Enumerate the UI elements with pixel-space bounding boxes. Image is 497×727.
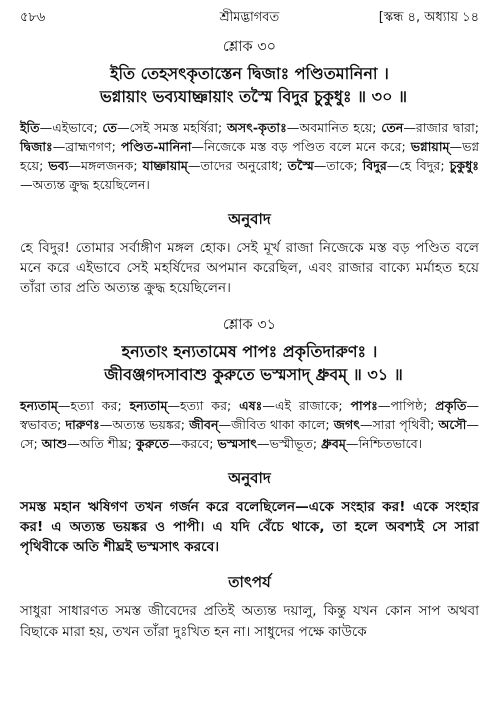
synonym-term: তে (102, 120, 117, 135)
synonym-term: পাপঃ (350, 398, 378, 413)
synonym-term: আশু (41, 436, 68, 451)
synonym-term: তস্মৈ (287, 158, 314, 173)
sloka-31-line-2: জীবঞ্জগদসাবাশু কুরুতে ভস্মসাদ্ ধ্রুবম্ ॥ ৩১ ॥ (104, 365, 403, 384)
synonym-term: তেন (381, 120, 404, 135)
synonym-term: দ্বিজাঃ (20, 139, 53, 154)
synonym-term: হন্যতাম্ (20, 398, 58, 413)
synonym-meaning: মঙ্গলজনক (81, 158, 134, 173)
synonym-meaning: ব্রাহ্মণগণ (65, 139, 112, 154)
synonym-term: বিদুর (362, 158, 387, 173)
synonym-meaning: অবমানিত হয়ে (299, 120, 373, 135)
synonym-meaning: তাদের অনুরোধ (200, 158, 279, 173)
synonym-meaning: অতি শীঘ্র (79, 436, 128, 451)
synonym-meaning: অত্যন্ত ক্রুদ্ধ হয়েছিলেন (32, 177, 146, 192)
synonym-meaning: হত্যা কর (180, 398, 228, 413)
sloka-31-verse (20, 340, 479, 386)
synonym-term: জগৎ (333, 417, 361, 432)
synonym-term: ভগ্নায়াম্ (410, 139, 450, 154)
page-number: ৫৮৬ (20, 10, 46, 25)
synonym-meaning: হত্যা কর (70, 398, 118, 413)
synonym-term: ভব্য (48, 158, 69, 173)
synonym-meaning: করবে (181, 436, 210, 451)
sloka-30-verse (20, 62, 479, 108)
synonym-meaning: নিজেকে মস্ত বড় পণ্ডিত বলে মনে করে (203, 139, 402, 154)
synonym-meaning: সারা পৃথিবী (372, 417, 431, 432)
synonym-meaning: সে (20, 436, 34, 451)
synonym-term: পণ্ডিত-মানিনা (120, 139, 192, 154)
synonym-term: কুরুতে (135, 436, 169, 451)
sloka-30-synonyms: ইতি—এইভাবে; তে—সেই সমস্ত মহর্ষিরা; অসৎ-কৃতাঃ—অবমানিত হয়ে; তেন—রাজার দ্বারা; দ্বিজাঃ—ব্রাহ্মণগণ; পণ্ডিত-মানিনা—নিজেকে মস্ত বড় পণ্ডিত বলে মনে করে; ভগ্নায়াম্—ভগ্ন হয়ে; ভব্য—মঙ্গলজনক; যাচ্ঞায়াম্—তাদের অনুরোধ; তস্মৈ—তাকে; বিদুর—হে বিদুর; চুকুধুঃ—অত্যন্ত ক্রুদ্ধ হয়েছিলেন। (20, 120, 480, 192)
synonym-term: প্রকৃতি (435, 398, 467, 413)
sloka-30-translation-heading: অনুবাদ (228, 210, 271, 228)
synonym-meaning: রাজার দ্বারা (415, 120, 475, 135)
synonym-meaning: জীবিত থাকা কালে (231, 417, 326, 432)
synonym-term: জীবন্ (189, 417, 219, 432)
section-reference: [স্কন্ধ ৪, অধ্যায় ১৪ (378, 10, 479, 25)
purport-text: সাধুরা সাধারণত সমস্ত জীবেদের প্রতিই অত্যন্ত দয়ালু, কিন্তু যখন কোন সাপ অথবা বিছাকে মারা হয়, তখন তাঁরা দুঃখিত হন না। সাধুদের পক্ষে কাউকে (20, 604, 479, 640)
page-header (20, 0, 479, 30)
sloka-31-line-1: হন্যতাং হন্যতামেষ পাপঃ প্রকৃতিদারুণঃ । (121, 342, 378, 361)
synonym-term: ধ্রুবম্ (321, 436, 346, 451)
synonym-term: দারুণঃ (65, 417, 100, 432)
sloka-30-label: শ্লোক ৩০ (222, 39, 277, 55)
synonym-meaning: তাকে (326, 158, 354, 173)
synonym-meaning: হে বিদুর (399, 158, 441, 173)
synonym-term: অসৎ-কৃতাঃ (226, 120, 287, 135)
synonym-meaning: এইভাবে (52, 120, 94, 135)
sloka-31-label: শ্লোক ৩১ (222, 317, 277, 333)
synonym-meaning: নিশ্চিতভাবে (358, 436, 418, 451)
sloka-30-translation: হে বিদুর! তোমার সর্বাঙ্গীণ মঙ্গল হোক। সেই মূর্খ রাজা নিজেকে মস্ত বড় পণ্ডিত বলে মনে করে এইভাবে সেই মহর্ষিদের অপমান করেছিল, এবং রাজার বাক্যে মর্মাহত হয়ে তাঁরা তার প্রতি অত্যন্ত ক্রুদ্ধ হয়েছিলেন। (20, 240, 479, 296)
purport-heading: তাৎপর্য (228, 573, 271, 591)
synonym-meaning: এই রাজাকে (274, 398, 339, 413)
sloka-31-synonyms: হন্যতাম্—হত্যা কর; হন্যতাম্—হত্যা কর; এষঃ—এই রাজাকে; পাপঃ—পাপিষ্ঠ; প্রকৃতি—স্বভাবত; দারুণঃ—অত্যন্ত ভয়ঙ্কর; জীবন্—জীবিত থাকা কালে; জগৎ—সারা পৃথিবী; অসৌ—সে; আশু—অতি শীঘ্র; কুরুতে—করবে; ভস্মসাৎ—ভস্মীভূত; ধ্রুবম্—নিশ্চিতভাবে। (20, 398, 480, 451)
synonym-term: ভস্মসাৎ (217, 436, 258, 451)
sloka-30-line-1: ইতি তেহসৎকৃতাস্তেন দ্বিজাঃ পণ্ডিতমানিনা । (110, 64, 389, 83)
synonym-meaning: সেই সমস্ত মহর্ষিরা (129, 120, 219, 135)
synonym-meaning: ভস্মীভূত (269, 436, 313, 451)
synonym-term: ইতি (20, 120, 40, 135)
sloka-31-translation-heading: অনুবাদ (228, 469, 271, 487)
synonym-term: হন্যতাম্ (129, 398, 168, 413)
synonym-term: যাচ্ঞায়াম্ (142, 158, 188, 173)
sloka-30-line-2: ভগ্নায়াং ভব্যযাচ্ঞায়াং তস্মৈ বিদুর চুকুধুঃ ॥ ৩০ ॥ (99, 87, 408, 106)
synonym-meaning: পাপিষ্ঠ (390, 398, 424, 413)
synonym-term: এষঃ (239, 398, 263, 413)
synonym-term: অসৌ (438, 417, 467, 432)
book-title: শ্রীমদ্ভাগবত (219, 10, 280, 25)
synonym-meaning: ভগ্ন হয়ে (20, 139, 480, 173)
sloka-31-translation: সমস্ত মহান ঋষিগণ তখন গর্জন করে বলেছিলেন—একে সংহার কর! একে সংহার কর! এ অত্যন্ত ভয়ঙ্কর ও পাপী। এ যদি বেঁচে থাকে, তা হলে অবশ্যই সে সারা পৃথিবীকে অতি শীঘ্রই ভস্মসাৎ করবে। (20, 499, 479, 555)
synonym-term: চুকুধুঃ (449, 158, 479, 173)
synonym-meaning: অত্যন্ত ভয়ঙ্কর (112, 417, 181, 432)
synonym-meaning: স্বভাবত (20, 417, 58, 432)
